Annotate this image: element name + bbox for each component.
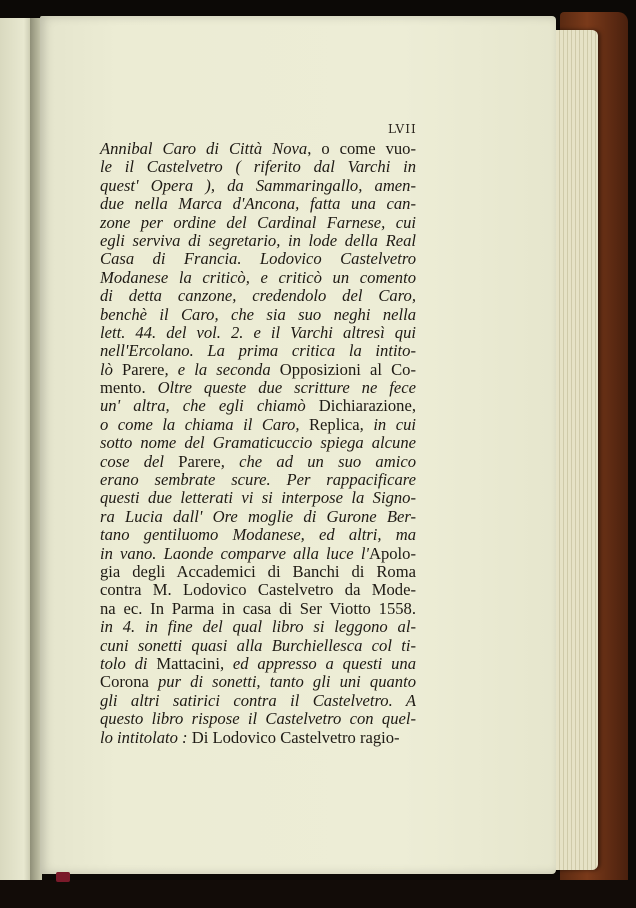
text-line [100, 563, 416, 581]
text-line [100, 526, 416, 544]
text-segment: Casa di Francia. Lodovico Castelvetro [100, 249, 416, 269]
text-segment: Mattacini [156, 653, 220, 673]
text-segment: in 4. in fine del qual libro si leggono al- [100, 617, 416, 637]
text-line [100, 269, 416, 287]
text-segment: Corona [100, 672, 149, 692]
text-segment: erano sembrate scure. Per rappacificare [100, 470, 416, 490]
text-line [100, 729, 416, 747]
text-line [100, 673, 416, 691]
text-segment: lò [100, 359, 123, 379]
text-line [100, 453, 416, 471]
text-segment: , e la seconda [164, 359, 280, 379]
text-line [100, 324, 416, 342]
text-line [100, 489, 416, 507]
text-line [100, 158, 416, 176]
text-segment: contra M. Lodovico Castelvetro da Mode- [100, 580, 416, 600]
text-line [100, 618, 416, 636]
text-segment: gia degli Accademici di Banchi di Roma [100, 561, 416, 581]
text-line [100, 637, 416, 655]
text-line [100, 361, 416, 379]
text-segment: benchè il Caro, che sia suo neghi nella [100, 304, 416, 324]
text-segment: nell'Ercolano. La prima critica la intito- [100, 341, 416, 361]
text-line [100, 250, 416, 268]
text-segment: due nella Marca d'Ancona, fatta una can- [100, 194, 416, 214]
text-segment: gli altri satirici contra il Castelvetro. A [100, 690, 416, 710]
text-segment: Opposizioni al Co- [279, 359, 416, 379]
text-line [100, 195, 416, 213]
text-segment: Annibal Caro di Città Nova [100, 139, 308, 158]
ribbon-mark [56, 872, 70, 882]
text-segment: Parere [122, 359, 165, 379]
facing-page-edge [0, 18, 34, 880]
text-line [100, 177, 416, 195]
book-bottom-edge [0, 880, 636, 908]
text-segment: , ed appresso a questi una [219, 653, 416, 673]
text-line [100, 379, 416, 397]
text-line [100, 545, 416, 563]
page-number: LVII [388, 122, 417, 136]
text-line [100, 692, 416, 710]
text-line [100, 214, 416, 232]
text-segment: tolo di [100, 653, 157, 673]
text-segment: sotto nome del Gramaticuccio spiega alcune [100, 433, 416, 453]
text-line [100, 287, 416, 305]
text-line [100, 600, 416, 618]
text-segment: , in cui [359, 414, 417, 434]
text-segment: in vano. Laonde comparve alla luce l' [100, 543, 369, 563]
text-line [100, 306, 416, 324]
text-segment: na ec. In Parma in casa di Ser Viotto 1558. [100, 598, 416, 618]
text-line [100, 342, 416, 360]
text-segment: questo libro rispose il Castelvetro con quel- [100, 709, 416, 729]
text-segment: cuni sonetti quasi alla Burchiellesca col ti- [100, 635, 416, 655]
text-line [100, 710, 416, 728]
text-segment: , che ad un suo amico [220, 451, 416, 471]
text-segment: Oltre queste due scritture ne fece [157, 378, 416, 398]
text-segment: lett. 44. del vol. 2. e il Varchi altresì qui [100, 322, 416, 342]
text-segment: Dichiarazione, [318, 396, 416, 416]
text-segment: di detta canzone, credendolo del Caro, [100, 286, 416, 306]
text-line [100, 581, 416, 599]
text-segment: quest' Opera ), da Sammaringallo, amen- [100, 175, 416, 195]
text-segment: Di Lodovico Castelvetro ragio- [191, 727, 400, 747]
text-line [100, 508, 416, 526]
text-segment: questi due letterati vi si interpose la Signo- [100, 488, 416, 508]
text-line [100, 232, 416, 250]
text-segment: un' altra, che egli chiamò [100, 396, 319, 416]
text-segment: Apolo- [368, 543, 416, 563]
text-block [100, 140, 416, 747]
text-line [100, 434, 416, 452]
text-segment: mento. [100, 378, 158, 398]
text-segment: Replica [308, 414, 360, 434]
text-line [100, 471, 416, 489]
text-segment: cose del [100, 451, 179, 471]
text-line [100, 397, 416, 415]
text-line [100, 140, 416, 158]
text-segment: egli serviva di segretario, in lode della Real [100, 230, 416, 250]
text-line [100, 655, 416, 673]
text-line [100, 416, 416, 434]
text-segment: o come la chiama il Caro, [100, 414, 309, 434]
text-segment: lo intitolato : [100, 727, 192, 747]
text-segment: le il Castelvetro ( riferito dal Varchi in [100, 157, 416, 177]
text-segment: pur di sonetti, tanto gli uni quanto [148, 672, 416, 692]
text-segment: zone per ordine del Cardinal Farnese, cui [100, 212, 416, 232]
text-segment: ra Lucia dall' Ore moglie di Gurone Ber- [100, 506, 416, 526]
text-segment: tano gentiluomo Modanese, ed altri, ma [100, 525, 416, 545]
text-segment: Modanese la criticò, e criticò un comento [100, 267, 416, 287]
text-segment: , o come vuo- [307, 139, 416, 158]
text-segment: Parere [178, 451, 221, 471]
